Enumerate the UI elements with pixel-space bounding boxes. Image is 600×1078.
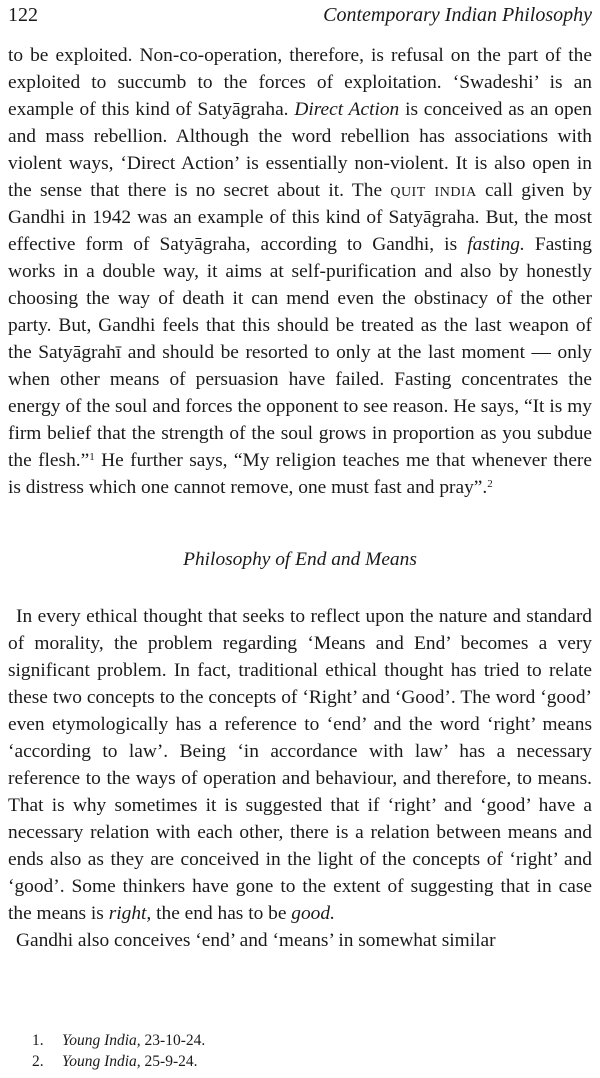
- paragraph-means-and-end: [8, 603, 592, 927]
- book-title: Contemporary Indian Philosophy: [323, 4, 592, 26]
- footnote-source: Young India,: [62, 1053, 141, 1070]
- text-run: to be exploited. Non-co-operation, therefore, is refusal on the part of the exploited to succumb to the forces of exploitation. ‘Swadeshi’ is an example of this kind of Satyāgraha.: [8, 45, 592, 120]
- page-number: 122: [8, 4, 38, 26]
- footnote-date: 23-10-24.: [140, 1032, 206, 1049]
- italic-term: fasting.: [467, 234, 525, 255]
- text-run: Fasting works in a double way, it aims at self-purification and also by honestly choosing the way of death it can mend even the obstinacy of the other party. But, Gandhi feels that this should be treated as the last weapon of the Satyāgrahī and should be resorted to only at the last moment — only when other means of persuasion have failed. Fasting concentrates the energy of the soul and forces the opponent to see reason. He says, “It is my firm belief that the strength of the soul grows in proportion as you subdue the flesh.”: [8, 234, 593, 471]
- footnote-number: 2.: [32, 1053, 44, 1070]
- italic-term: right,: [108, 903, 152, 924]
- body-text: [8, 42, 592, 954]
- running-head: [8, 2, 592, 28]
- footnote: [32, 1030, 205, 1051]
- paragraph-gandhi-end-means: [8, 927, 592, 954]
- footnote-reference: 1: [89, 451, 95, 463]
- italic-term: good.: [291, 903, 335, 924]
- text-run: call given by Gandhi in 1942 was an example of this kind of Satyāgraha. But, the most effective form of Satyāgraha, according to Gandhi, is: [8, 180, 592, 255]
- paragraph-satyagraha-forms: [8, 42, 592, 501]
- footnote-source: Young India,: [62, 1032, 141, 1049]
- text-run: Gandhi also conceives ‘end’ and ‘means’ in somewhat similar: [16, 930, 496, 951]
- footnote-number: 1.: [32, 1032, 44, 1049]
- text-run: is conceived as an open and mass rebellion. Although the word rebellion has associations with violent ways, ‘Direct Action’ is essentially non-violent. It is also open in the sense that there is no secret about it. The: [8, 99, 592, 201]
- section-heading: Philosophy of End and Means: [183, 549, 417, 570]
- text-run: He further says, “My religion teaches me that whenever there is distress which one cannot remove, one must fast and pray”.: [8, 450, 592, 498]
- text-run: the end has to be: [151, 903, 292, 924]
- footnotes: [32, 1030, 205, 1072]
- footnote: [32, 1051, 205, 1072]
- footnote-reference: 2: [487, 478, 493, 490]
- smallcaps-term: quit india: [390, 180, 477, 201]
- italic-term: Direct Action: [294, 99, 400, 120]
- text-run: In every ethical thought that seeks to reflect upon the nature and standard of morality, the problem regarding ‘Means and End’ becomes a very significant problem. In fact, traditional ethical thought has tried to relate these two concepts to the concepts of ‘Right’ and ‘Good’. The word ‘good’ even etymologically has a reference to ‘end’ and the word ‘right’ means ‘according to law’. Being ‘in accordance with law’ has a necessary reference to the ways of operation and behaviour, and therefore, to means. That is why sometimes it is suggested that if ‘right’ and ‘good’ have a necessary relation with each other, there is a relation between means and ends also as they are conceived in the light of the concepts of ‘right’ and ‘good’. Some thinkers have gone to the extent of suggesting that in case the means is: [8, 606, 592, 924]
- footnote-date: 25-9-24.: [140, 1053, 198, 1070]
